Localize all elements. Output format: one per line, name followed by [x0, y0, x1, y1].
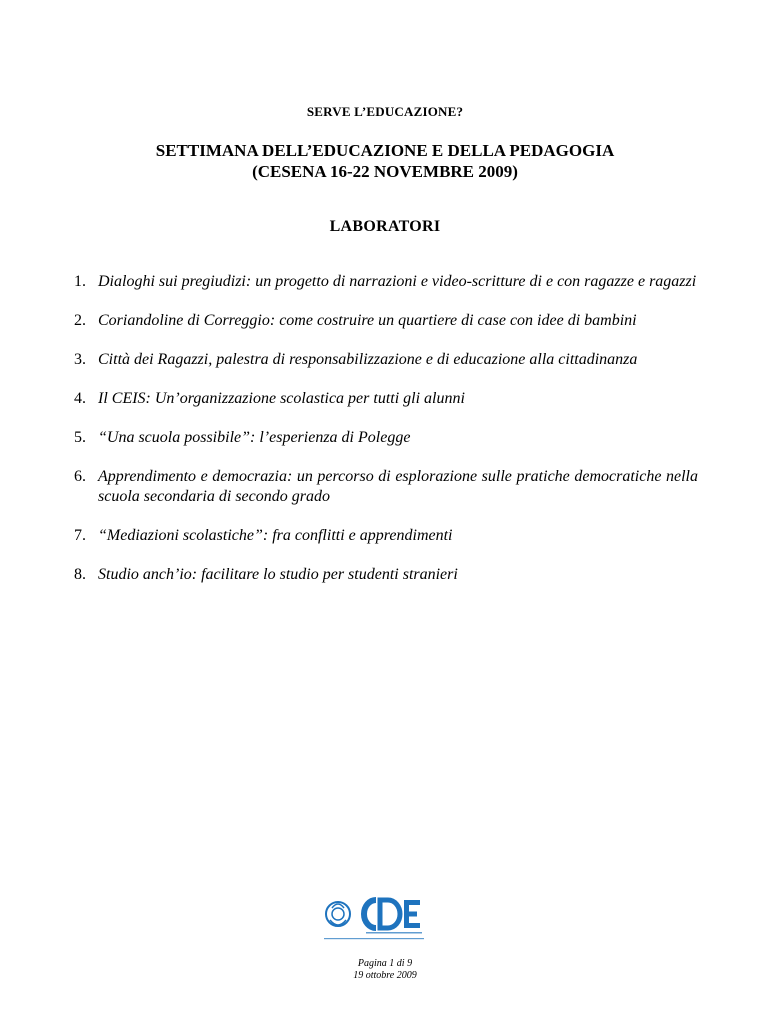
list-item-text: Il CEIS: Un’organizzazione scolastica per tutti gli alunni	[98, 390, 465, 407]
list-item	[74, 350, 698, 370]
list-item-text: “Mediazioni scolastiche”: fra conflitti e apprendimenti	[98, 527, 453, 544]
list-item-number: 3.	[74, 351, 86, 368]
title-line-2: (CESENA 16-22 NOVEMBRE 2009)	[252, 162, 518, 181]
list-item	[74, 389, 698, 409]
list-item-number: 8.	[74, 566, 86, 583]
list-item-number: 4.	[74, 390, 86, 407]
list-item-text: Città dei Ragazzi, palestra di responsabilizzazione e di educazione alla cittadinanza	[98, 351, 638, 368]
section-heading: LABORATORI	[329, 218, 441, 235]
list-item	[74, 526, 698, 546]
laboratori-list	[74, 272, 698, 604]
document-title	[0, 140, 770, 182]
list-item	[74, 467, 698, 507]
list-item-text: Coriandoline di Correggio: come costruire un quartiere di case con idee di bambini	[98, 312, 637, 329]
page-footer	[0, 958, 770, 982]
list-item	[74, 428, 698, 448]
list-item-text: “Una scuola possibile”: l’esperienza di Polegge	[98, 429, 411, 446]
list-item-text: Dialoghi sui pregiudizi: un progetto di narrazioni e video-scritture di e con ragazze e ragazzi	[98, 273, 697, 290]
title-line-1: SETTIMANA DELL’EDUCAZIONE E DELLA PEDAGOGIA	[155, 141, 615, 160]
list-item-number: 7.	[74, 527, 86, 544]
list-item-text: Studio anch’io: facilitare lo studio per studenti stranieri	[98, 566, 458, 583]
list-item-number: 2.	[74, 312, 86, 329]
list-item	[74, 565, 698, 585]
list-item	[74, 272, 698, 292]
list-item	[74, 311, 698, 331]
list-item-number: 1.	[74, 273, 86, 290]
list-item-number: 5.	[74, 429, 86, 446]
list-item-text: Apprendimento e democrazia: un percorso di esplorazione sulle pratiche democratiche nella scuola secondaria di secondo grado	[98, 468, 698, 505]
document-kicker: SERVE L’EDUCAZIONE?	[306, 104, 464, 119]
page-number: Pagina 1 di 9	[357, 958, 413, 969]
list-item-number: 6.	[74, 468, 86, 485]
cde-logo-icon	[322, 890, 432, 946]
document-date: 19 ottobre 2009	[353, 970, 417, 981]
